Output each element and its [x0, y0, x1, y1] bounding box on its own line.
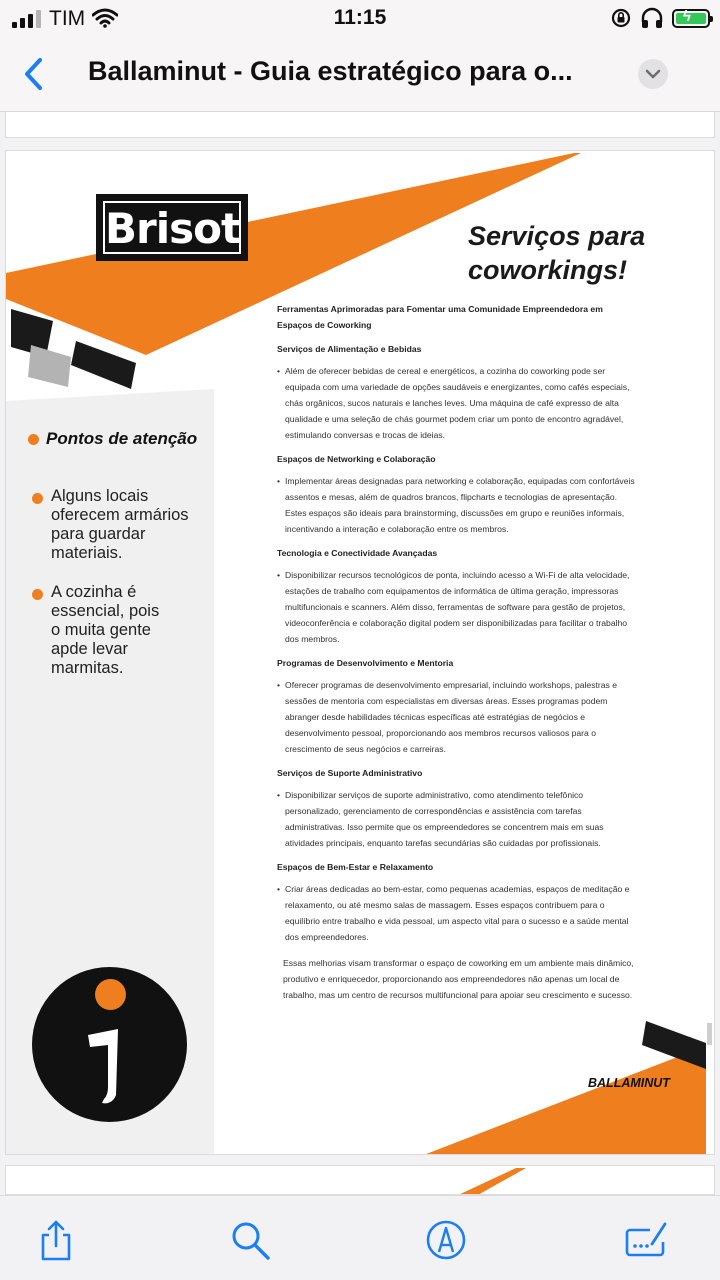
- section-bullet: • Criar áreas dedicadas ao bem-estar, como pequenas academias, espaços de meditação e relaxamento, ou até mesmo salas de massagem. Esses espaços contribuem para o equilíbrio entre trabalho e vida pessoal, um aspecto vital para o sucesso e a saúde mental dos empreendedores.: [277, 884, 630, 942]
- document-title[interactable]: Ballaminut - Guia estratégico para o...: [88, 56, 573, 86]
- section-title: Espaços de Networking e Colaboração: [277, 454, 436, 464]
- annotate-icon[interactable]: [624, 1218, 668, 1262]
- title-menu-button[interactable]: [638, 59, 668, 89]
- bullet-dot-icon: [32, 589, 43, 600]
- clock: 11:15: [333, 6, 387, 29]
- markup-icon[interactable]: [424, 1218, 468, 1262]
- section-title: Espaços de Bem-Estar e Relaxamento: [277, 862, 434, 872]
- bullet-dot-icon: [28, 434, 39, 445]
- attention-item: Alguns locais oferecem armários para guardar materiais.: [32, 487, 222, 563]
- ballaminut-brand: BALLAMINUT NETWORKING: [588, 1076, 675, 1103]
- attention-heading: Pontos de atenção: [28, 429, 197, 449]
- section-bullet: • Além de oferecer bebidas de cereal e energéticos, a cozinha do coworking pode ser equipada com uma variedade de opções saudáveis e energizantes, como cafés especiais, chás orgânicos, sucos naturais e lanches leves. Uma máquina de café expresso de alta qualidade e uma seleção de chás gourmet podem criar um ponto de encontro agradável, estimulando conversas e trocas de ideias.: [277, 366, 630, 440]
- attention-item: A cozinha é essencial, pois o muita gente apde levar marmitas.: [32, 583, 222, 678]
- orientation-lock-icon: [610, 7, 632, 29]
- section-title: Serviços de Suporte Administrativo: [277, 768, 423, 778]
- share-icon[interactable]: [34, 1218, 78, 1262]
- previous-page-edge: [5, 112, 715, 138]
- carrier-label: TIM: [49, 7, 86, 30]
- section-title: Serviços de Alimentação e Bebidas: [277, 344, 422, 354]
- section-title: Tecnologia e Conectividade Avançadas: [277, 548, 438, 558]
- headphones-icon: [640, 7, 664, 29]
- section-bullet: • Implementar áreas designadas para networking e colaboração, equipadas com confortáveis assentos e mesas, além de quadros brancos, flipcharts e tecnologias de apresentação. Estes espaços são ideais para brainstorming, discussões em grupo e reuniões informais, incentivando a interação e colaboração entre os membros.: [277, 476, 635, 534]
- section-title: Programas de Desenvolvimento e Mentoria: [277, 658, 454, 668]
- section-bullet: • Disponibilizar recursos tecnológicos de ponta, incluindo acesso a Wi-Fi de alta velocidade, estações de trabalho com equipamentos de informática de última geração, impressoras multifuncionais e scanners. Além disso, ferramentas de software para gestão de projetos, videoconferência e colaboração digital podem ser disponibilizadas para facilitar o trabalho dos membros.: [277, 570, 630, 644]
- brisot-logo: Brisot: [96, 194, 248, 261]
- navigation-bar: [0, 40, 720, 112]
- bottom-toolbar: [0, 1195, 720, 1280]
- back-button[interactable]: [16, 52, 56, 96]
- battery-icon: ϟ: [672, 9, 710, 28]
- chevron-down-icon: [638, 59, 668, 89]
- intro-heading: Ferramentas Aprimoradas para Fomentar uma Comunidade Empreendedora em Espaços de Coworking: [277, 304, 603, 330]
- search-icon[interactable]: [228, 1218, 272, 1262]
- document-page: [5, 150, 715, 1155]
- closing-paragraph: Essas melhorias visam transformar o espaço de coworking em um ambiente mais dinâmico, produtivo e enriquecedor, proporcionando aos empreendedores não apenas um local de trabalho, mas um centro de recursos multifuncional para apoiar seu crescimento e sucesso.: [283, 958, 634, 1000]
- services-content: [277, 301, 639, 1003]
- info-icon: [32, 967, 187, 1122]
- next-page-edge: [5, 1165, 715, 1195]
- bullet-dot-icon: [32, 493, 43, 504]
- status-bar: [0, 0, 720, 40]
- section-bullet: • Oferecer programas de desenvolvimento empresarial, incluindo workshops, palestras e sessões de mentoria com especialistas em diversas áreas. Esses programas podem abranger desde habilidades técnicas específicas até estratégias de negócios e desenvolvimento pessoal, proporcionando aos membros recursos valiosos para o crescimento de seus negócios e carreiras.: [277, 680, 617, 754]
- page-title: Serviços para coworkings!: [468, 221, 646, 285]
- section-bullet: • Disponibilizar serviços de suporte administrativo, como atendimento telefônico personalizado, gerenciamento de correspondências e assistência com tarefas administrativas. Isso permite que os empreendedores se concentrem mais em suas atividades principais, enquanto tarefas secundárias são cuidadas por profissionais.: [277, 790, 604, 848]
